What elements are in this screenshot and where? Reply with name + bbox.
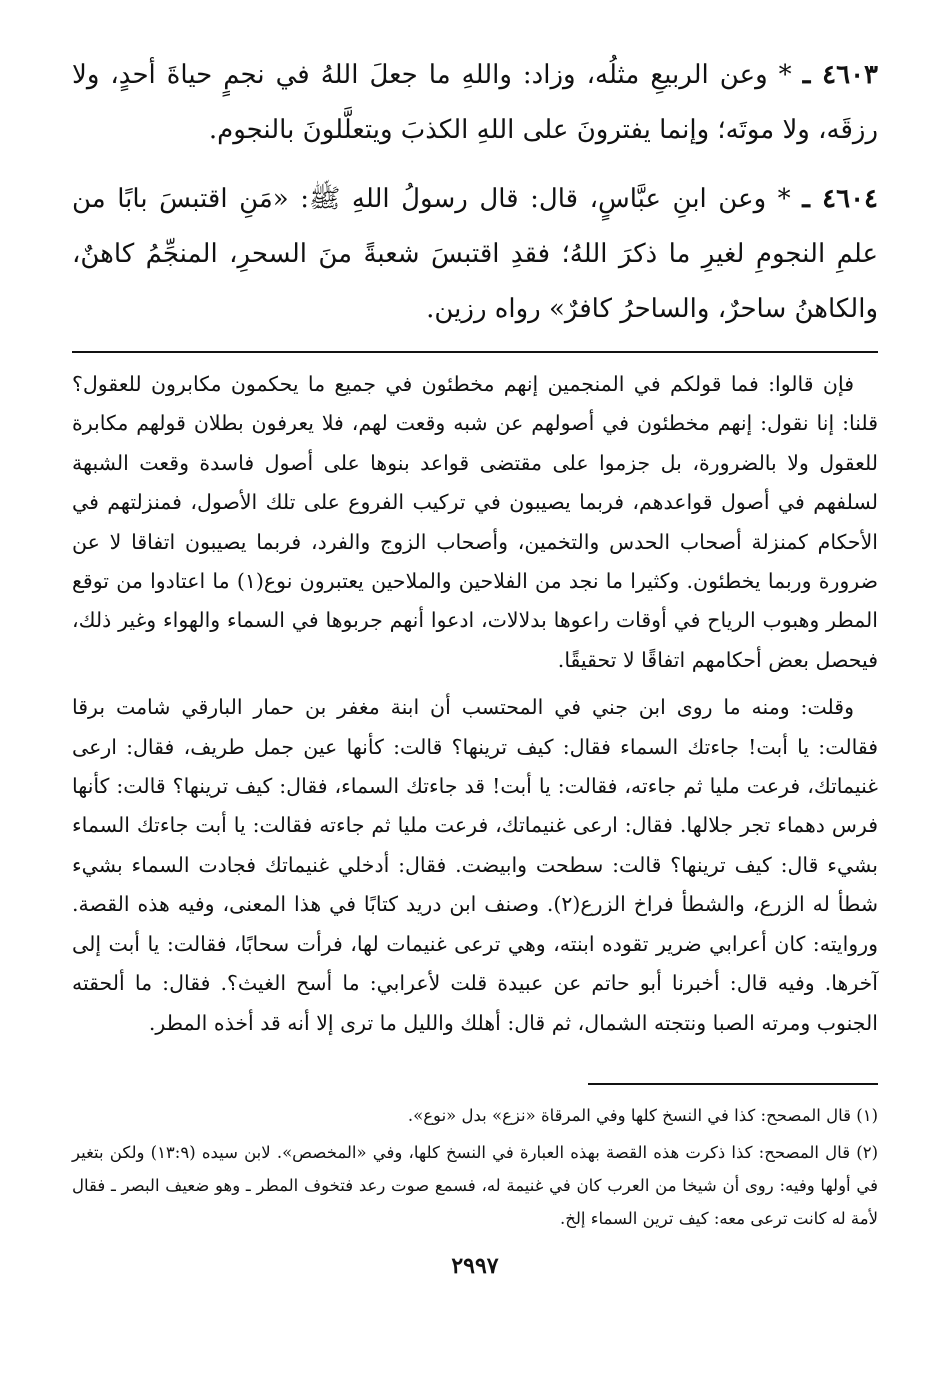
hadith-number: ٤٦٠٤ ـ — [802, 184, 879, 214]
page-body — [72, 48, 878, 1279]
hadith-number: ٤٦٠٣ ـ — [802, 60, 879, 90]
section-divider — [72, 351, 878, 353]
hadith-text: * وعن الربيعِ مثلُه، وزاد: واللهِ ما جعلَ اللهُ في نجمٍ حياةَ أحدٍ، ولا رزقَه، ولا موتَه؛ وإنما يفترونَ على اللهِ الكذبَ ويتعلَّلونَ بالنجوم. — [72, 60, 878, 145]
hadith-text: * وعن ابنِ عبَّاسٍ، قال: قال رسولُ اللهِ ﷺ: «مَنِ اقتبسَ بابًا من علمِ النجومِ لغيرِ ما ذكرَ اللهُ؛ فقدِ اقتبسَ شعبةً منَ السحرِ، المنجِّمُ كاهنٌ، والكاهنُ ساحرٌ، والساحرُ كافرٌ» رواه رزين. — [72, 184, 878, 324]
commentary-paragraph: وقلت: ومنه ما روى ابن جني في المحتسب أن ابنة مغفر بن حمار البارقي شامت برقا فقالت: يا أبت! جاءتك السماء فقال: كيف ترينها؟ قالت: كأنها عين جمل طريف، فقال: ارعى غنيماتك، فرعت مليا ثم جاءته، فقالت: يا أبت! قد جاءتك السماء، فقال: كيف ترينها؟ قالت: كأنها فرس دهماء تجر جلالها. فقال: ارعى غنيماتك، فرعت مليا ثم جاءته فقالت: يا أبت جاءتك السماء بشيء قال: كيف ترينها؟ قالت: سطحت وابيضت. فقال: أدخلي غنيماتك فجادت السماء بشيء شطأ له الزرع، والشطأ فراخ الزرع(٢). وصنف ابن دريد كتابًا في هذا المعنى، وفيه هذه القصة. وروايته: كان أعرابي ضرير تقوده ابنته، وهي ترعى غنيمات لها، فرأت سحابًا، فقالت: يا أبت إلى آخرها. وفيه قال: أخبرنا أبو حاتم عن عبيدة قلت لأعرابي: ما أسح الغيث؟. فقال: ما ألحقته الجنوب ومرته الصبا ونتجته الشمال، ثم قال: أهلك والليل ما ترى إلا أنه قد أخذه المطر. — [72, 695, 878, 1035]
footnote: (١) قال المصحح: كذا في النسخ كلها وفي المرقاة «نزع» بدل «نوع». — [407, 1105, 878, 1125]
footnote: (٢) قال المصحح: كذا ذكرت هذه القصة بهذه العبارة في النسخ كلها، وفي «المخصص». لابن سيده (١٣:٩) ولكن بتغير في أولها وفيه: روى أن شيخا من العرب كان في غنيمة له، فسمع صوت رعد فتخوف المطر ـ وهو ضعيف البصر ـ فقال لأمة له كانت ترعى معه: كيف ترين السماء إلخ. — [72, 1142, 878, 1228]
hadith-4603 — [72, 48, 878, 158]
footnote-divider — [588, 1083, 878, 1085]
page-number: ٢٩٩٧ — [451, 1252, 499, 1279]
footnotes — [72, 1099, 878, 1235]
hadith-4604 — [72, 172, 878, 337]
commentary — [72, 365, 878, 1043]
commentary-paragraph: فإن قالوا: فما قولكم في المنجمين إنهم مخطئون في جميع ما يحكمون مكابرون للعقول؟ قلنا: إنا نقول: إنهم مخطئون في أصولهم عن شبه وقعت لهم، فلا يعرفون بطلان قولهم مكابرة للعقول ولا بالضرورة، بل جزموا على مقتضى قواعد بنوها على أصول فاسدة وقعت الشبهة لسلفهم في أصول قواعدهم، فربما يصيبون في تركيب الفروع على تلك الأصول، فمنزلتهم في الأحكام كمنزلة أصحاب الحدس والتخمين، وأصحاب الزوج والفرد، فربما يصيبون اتفاقا لا عن ضرورة وربما يخطئون. وكثيرا ما نجد من الفلاحين والملاحين يعتبرون نوع(١) ما اعتادوا من توقع المطر وهبوب الرياح في أوقات راعوها بدلالات، ادعوا أنهم جربوها في السماء والهواء وغير ذلك، فيحصل بعض أحكامهم اتفاقًا لا تحقيقًا. — [72, 372, 878, 672]
